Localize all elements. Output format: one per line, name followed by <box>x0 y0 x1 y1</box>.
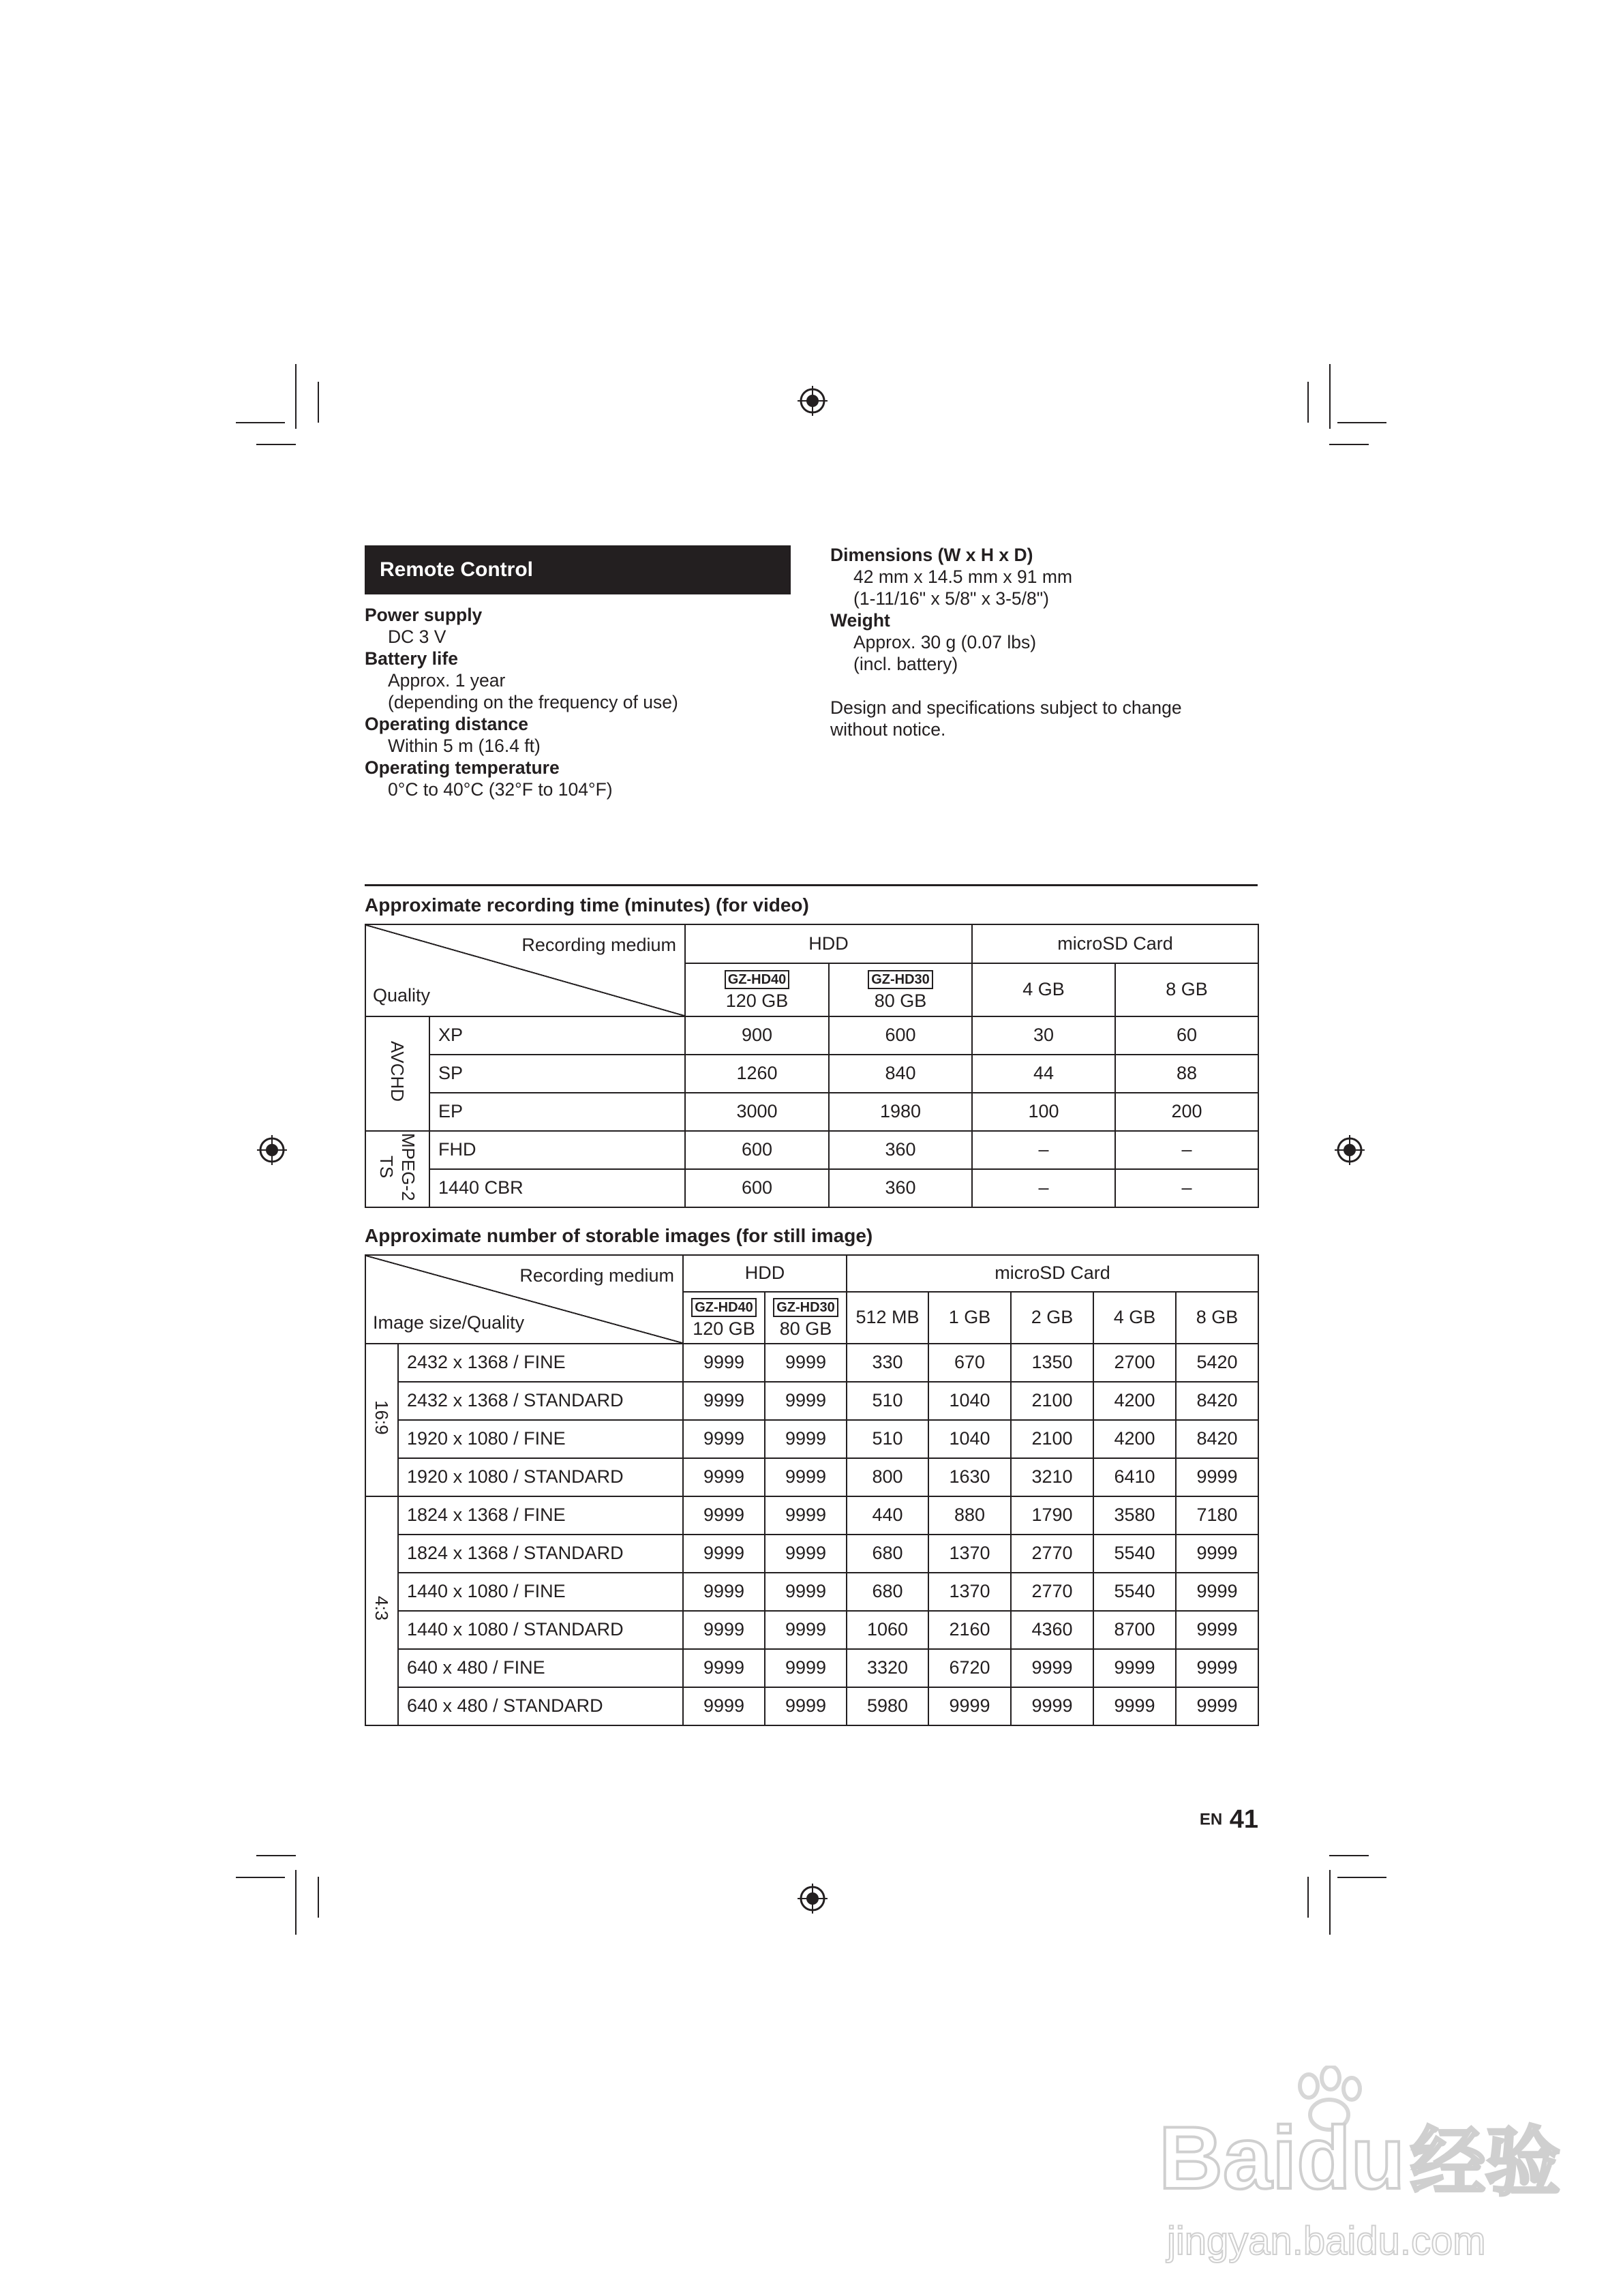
dimension-weight-specs <box>830 544 1182 740</box>
value-cell: 1370 <box>928 1573 1011 1611</box>
spec-label: Battery life <box>365 648 458 669</box>
value-cell: 2770 <box>1011 1573 1093 1611</box>
table-row <box>365 1611 1258 1649</box>
model-header <box>829 963 972 1016</box>
table-row <box>365 1169 1258 1207</box>
capacity-header: 8 GB <box>1176 1292 1258 1344</box>
value-cell: 9999 <box>765 1687 847 1725</box>
value-cell: 30 <box>972 1016 1115 1055</box>
value-cell: 9999 <box>683 1496 765 1535</box>
value-cell: 1370 <box>928 1535 1011 1573</box>
value-cell: 5540 <box>1093 1573 1176 1611</box>
value-cell: 1060 <box>847 1611 928 1649</box>
image-size-cell: 1920 x 1080 / STANDARD <box>398 1458 683 1496</box>
group-label-mpeg2-ts: MPEG-2 TS <box>365 1131 429 1207</box>
spec-value: (1-11/16" x 5/8" x 3-5/8") <box>853 588 1049 609</box>
value-cell: 9999 <box>1093 1687 1176 1725</box>
value-cell: 600 <box>685 1169 829 1207</box>
value-cell: 330 <box>847 1344 928 1382</box>
model-chip: GZ-HD40 <box>725 970 790 989</box>
corner-header-image-size: Image size/Quality <box>373 1312 525 1333</box>
model-header <box>765 1292 847 1344</box>
value-cell: 9999 <box>1093 1649 1176 1687</box>
table-row <box>365 1344 1258 1382</box>
value-cell: 360 <box>829 1131 972 1169</box>
value-cell: 1790 <box>1011 1496 1093 1535</box>
spec-value: Within 5 m (16.4 ft) <box>388 736 541 756</box>
value-cell: 2160 <box>928 1611 1011 1649</box>
spec-value: Approx. 30 g (0.07 lbs) <box>853 632 1037 652</box>
value-cell: 800 <box>847 1458 928 1496</box>
value-cell: 1630 <box>928 1458 1011 1496</box>
value-cell: 9999 <box>683 1382 765 1420</box>
value-cell: 880 <box>928 1496 1011 1535</box>
image-size-cell: 1824 x 1368 / STANDARD <box>398 1535 683 1573</box>
value-cell: 8420 <box>1176 1420 1258 1458</box>
value-cell: 7180 <box>1176 1496 1258 1535</box>
quality-cell: XP <box>429 1016 685 1055</box>
quality-cell: SP <box>429 1055 685 1093</box>
value-cell: 9999 <box>765 1573 847 1611</box>
registration-mark-icon <box>257 1135 287 1165</box>
spec-label: Operating distance <box>365 714 529 734</box>
value-cell: 6720 <box>928 1649 1011 1687</box>
value-cell: 9999 <box>683 1344 765 1382</box>
still-table-title: Approximate number of storable images (for still image) <box>365 1225 873 1246</box>
value-cell: 9999 <box>1176 1535 1258 1573</box>
still-image-count-table <box>365 1254 1259 1726</box>
table-row <box>365 1131 1258 1169</box>
value-cell: 9999 <box>683 1649 765 1687</box>
registration-mark-icon <box>1335 1135 1365 1165</box>
remote-control-specs <box>365 604 678 800</box>
quality-cell: 1440 CBR <box>429 1169 685 1207</box>
value-cell: 9999 <box>683 1420 765 1458</box>
corner-header <box>365 1255 683 1344</box>
model-chip: GZ-HD40 <box>691 1298 757 1317</box>
video-table-title: Approximate recording time (minutes) (for video) <box>365 894 809 916</box>
spec-label: Dimensions (W x H x D) <box>830 545 1033 565</box>
video-recording-time-table <box>365 924 1259 1208</box>
value-cell: 6410 <box>1093 1458 1176 1496</box>
image-size-cell: 640 x 480 / STANDARD <box>398 1687 683 1725</box>
spec-value: Approx. 1 year <box>388 670 506 691</box>
model-header <box>683 1292 765 1344</box>
capacity-label: 80 GB <box>874 991 927 1012</box>
value-cell: 44 <box>972 1055 1115 1093</box>
table-row <box>365 1458 1258 1496</box>
value-cell: – <box>1115 1169 1258 1207</box>
value-cell: 900 <box>685 1016 829 1055</box>
spec-value: (depending on the frequency of use) <box>388 692 678 712</box>
value-cell: 680 <box>847 1573 928 1611</box>
spec-value: 42 mm x 14.5 mm x 91 mm <box>853 567 1073 587</box>
value-cell: 9999 <box>765 1649 847 1687</box>
value-cell: 200 <box>1115 1093 1258 1131</box>
value-cell: – <box>1115 1131 1258 1169</box>
value-cell: 9999 <box>683 1573 765 1611</box>
table-row <box>365 1382 1258 1420</box>
value-cell: 9999 <box>1176 1649 1258 1687</box>
capacity-header: 8 GB <box>1115 963 1258 1016</box>
table-row <box>365 1687 1258 1725</box>
table-row <box>365 1093 1258 1131</box>
capacity-label: 80 GB <box>779 1318 832 1340</box>
value-cell: – <box>972 1169 1115 1207</box>
capacity-label: 120 GB <box>725 991 789 1012</box>
value-cell: 9999 <box>683 1687 765 1725</box>
capacity-header: 2 GB <box>1011 1292 1093 1344</box>
value-cell: 9999 <box>1176 1611 1258 1649</box>
value-cell: 600 <box>685 1131 829 1169</box>
value-cell: 360 <box>829 1169 972 1207</box>
value-cell: 3210 <box>1011 1458 1093 1496</box>
spec-label: Weight <box>830 610 890 631</box>
value-cell: 100 <box>972 1093 1115 1131</box>
value-cell: 510 <box>847 1420 928 1458</box>
capacity-header: 4 GB <box>972 963 1115 1016</box>
spec-note: Design and specifications subject to change <box>830 697 1182 718</box>
corner-header-medium: Recording medium <box>521 935 676 955</box>
spec-value: 0°C to 40°C (32°F to 104°F) <box>388 779 613 800</box>
image-size-cell: 640 x 480 / FINE <box>398 1649 683 1687</box>
value-cell: 1350 <box>1011 1344 1093 1382</box>
value-cell: 9999 <box>765 1611 847 1649</box>
table-row <box>365 1573 1258 1611</box>
value-cell: 510 <box>847 1382 928 1420</box>
value-cell: 5980 <box>847 1687 928 1725</box>
value-cell: 840 <box>829 1055 972 1093</box>
value-cell: 1040 <box>928 1420 1011 1458</box>
value-cell: 8420 <box>1176 1382 1258 1420</box>
page-number <box>1200 1805 1258 1834</box>
value-cell: 9999 <box>1011 1687 1093 1725</box>
value-cell: – <box>972 1131 1115 1169</box>
image-size-cell: 2432 x 1368 / FINE <box>398 1344 683 1382</box>
registration-mark-icon <box>798 1884 828 1914</box>
capacity-header: 1 GB <box>928 1292 1011 1344</box>
value-cell: 1040 <box>928 1382 1011 1420</box>
image-size-cell: 2432 x 1368 / STANDARD <box>398 1382 683 1420</box>
model-header <box>685 963 829 1016</box>
value-cell: 4360 <box>1011 1611 1093 1649</box>
image-size-cell: 1920 x 1080 / FINE <box>398 1420 683 1458</box>
group-label-4-3: 4:3 <box>365 1496 398 1725</box>
value-cell: 3580 <box>1093 1496 1176 1535</box>
language-code: EN <box>1199 1810 1223 1829</box>
hdd-header: HDD <box>685 924 972 963</box>
value-cell: 2100 <box>1011 1420 1093 1458</box>
value-cell: 9999 <box>683 1458 765 1496</box>
value-cell: 680 <box>847 1535 928 1573</box>
section-divider <box>365 884 1258 886</box>
value-cell: 3320 <box>847 1649 928 1687</box>
microsd-header: microSD Card <box>972 924 1258 963</box>
watermark-url: jingyan.baidu.com <box>1167 2219 1486 2263</box>
value-cell: 600 <box>829 1016 972 1055</box>
value-cell: 9999 <box>1176 1687 1258 1725</box>
value-cell: 2100 <box>1011 1382 1093 1420</box>
corner-header <box>365 924 685 1016</box>
corner-header-quality: Quality <box>373 984 431 1006</box>
value-cell: 1980 <box>829 1093 972 1131</box>
value-cell: 5420 <box>1176 1344 1258 1382</box>
page-number-value: 41 <box>1229 1805 1258 1834</box>
model-chip: GZ-HD30 <box>773 1298 838 1317</box>
spec-value: (incl. battery) <box>853 654 958 674</box>
image-size-cell: 1440 x 1080 / FINE <box>398 1573 683 1611</box>
still-table-body <box>365 1344 1258 1725</box>
registration-mark-icon <box>798 386 828 416</box>
value-cell: 670 <box>928 1344 1011 1382</box>
value-cell: 9999 <box>765 1458 847 1496</box>
hdd-header: HDD <box>683 1255 847 1292</box>
value-cell: 9999 <box>765 1496 847 1535</box>
value-cell: 5540 <box>1093 1535 1176 1573</box>
value-cell: 9999 <box>1011 1649 1093 1687</box>
image-size-cell: 1440 x 1080 / STANDARD <box>398 1611 683 1649</box>
value-cell: 440 <box>847 1496 928 1535</box>
group-label-16-9: 16:9 <box>365 1344 398 1496</box>
value-cell: 9999 <box>928 1687 1011 1725</box>
value-cell: 9999 <box>765 1535 847 1573</box>
group-label-avchd: AVCHD <box>365 1016 429 1131</box>
value-cell: 9999 <box>765 1420 847 1458</box>
value-cell: 9999 <box>683 1535 765 1573</box>
value-cell: 9999 <box>1176 1458 1258 1496</box>
value-cell: 4200 <box>1093 1420 1176 1458</box>
value-cell: 8700 <box>1093 1611 1176 1649</box>
spec-note: without notice. <box>830 719 946 740</box>
value-cell: 1260 <box>685 1055 829 1093</box>
spec-label: Operating temperature <box>365 757 560 778</box>
value-cell: 9999 <box>683 1611 765 1649</box>
value-cell: 88 <box>1115 1055 1258 1093</box>
watermark-brand: Baidu经验 <box>1159 2108 1561 2207</box>
capacity-header: 512 MB <box>847 1292 928 1344</box>
table-row <box>365 1496 1258 1535</box>
table-row <box>365 1535 1258 1573</box>
spec-label: Power supply <box>365 605 483 625</box>
remote-control-heading: Remote Control <box>365 545 791 594</box>
quality-cell: EP <box>429 1093 685 1131</box>
value-cell: 4200 <box>1093 1382 1176 1420</box>
table-row <box>365 1016 1258 1055</box>
table-row <box>365 1055 1258 1093</box>
value-cell: 9999 <box>765 1382 847 1420</box>
spec-value: DC 3 V <box>388 626 446 647</box>
value-cell: 2770 <box>1011 1535 1093 1573</box>
value-cell: 9999 <box>1176 1573 1258 1611</box>
capacity-label: 120 GB <box>693 1318 755 1340</box>
value-cell: 3000 <box>685 1093 829 1131</box>
baidu-jingyan-watermark <box>1159 2066 1561 2270</box>
capacity-header: 4 GB <box>1093 1292 1176 1344</box>
quality-cell: FHD <box>429 1131 685 1169</box>
corner-header-medium: Recording medium <box>519 1265 674 1286</box>
table-row <box>365 1420 1258 1458</box>
microsd-header: microSD Card <box>847 1255 1258 1292</box>
model-chip: GZ-HD30 <box>868 970 933 989</box>
value-cell: 60 <box>1115 1016 1258 1055</box>
value-cell: 2700 <box>1093 1344 1176 1382</box>
table-row <box>365 1649 1258 1687</box>
image-size-cell: 1824 x 1368 / FINE <box>398 1496 683 1535</box>
value-cell: 9999 <box>765 1344 847 1382</box>
